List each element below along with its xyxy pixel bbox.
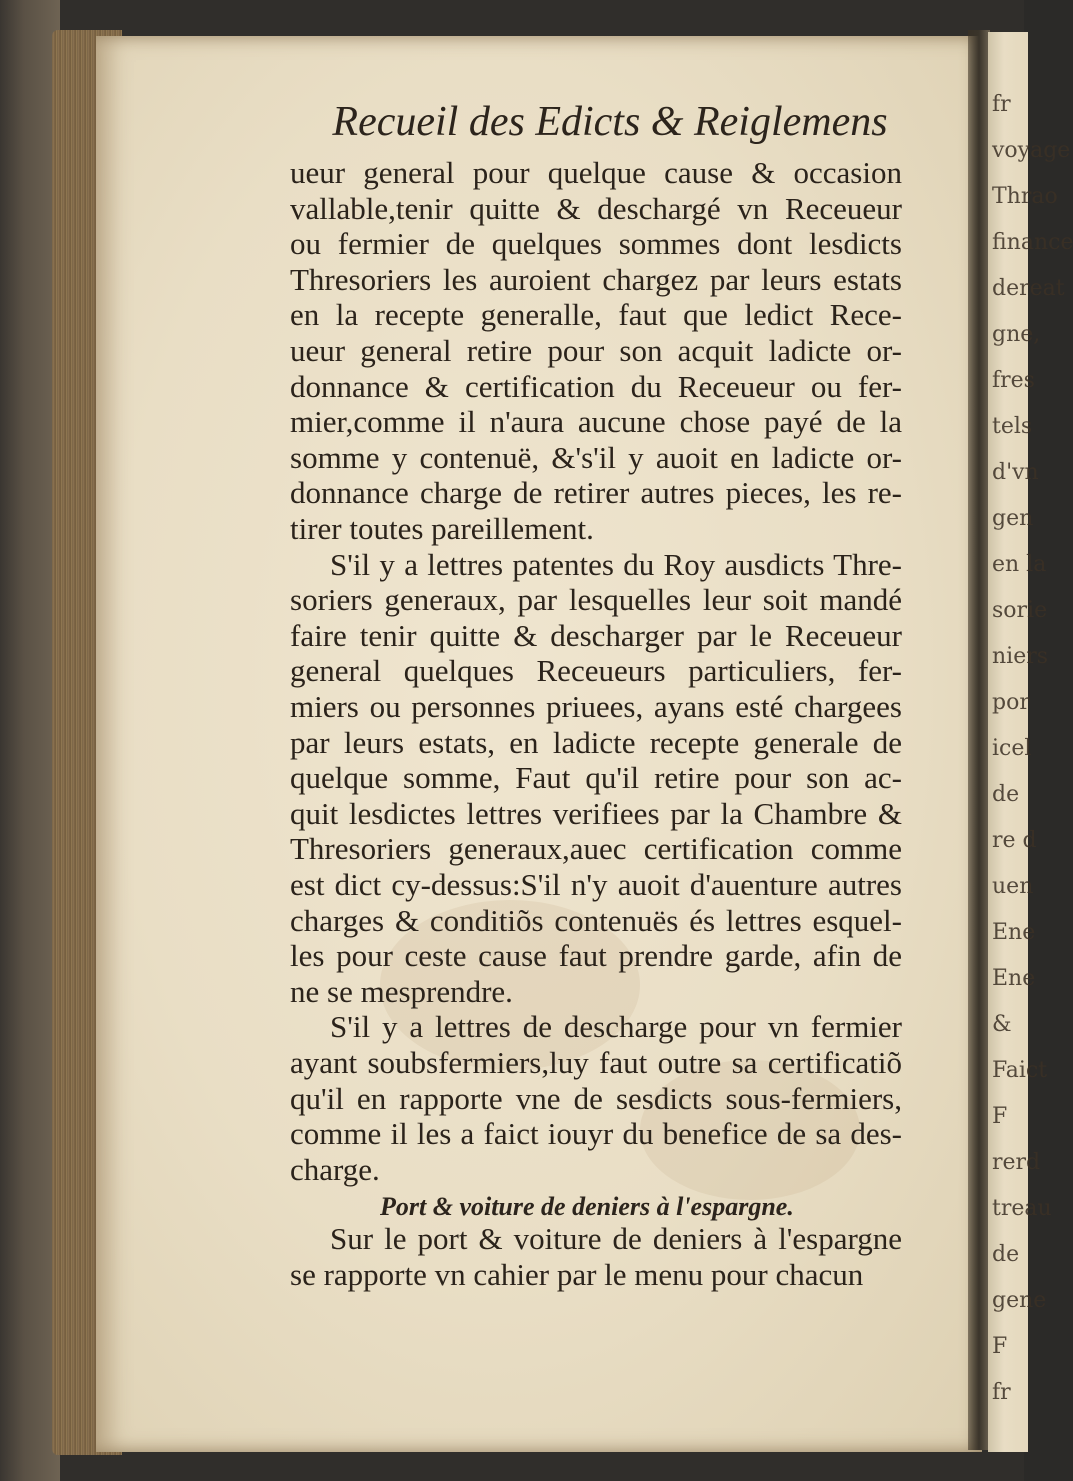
- facing-page-fragment: de: [992, 1242, 1020, 1267]
- facing-page-fragment: icel: [992, 736, 1032, 761]
- text-line: Thresoriers generaux,auec certification comme: [290, 831, 902, 867]
- section-heading: Port & voiture de deniers à l'espargne.: [380, 1192, 794, 1221]
- facing-page-fragment: voyage: [992, 138, 1071, 163]
- facing-page-fragment: &: [992, 1012, 1012, 1037]
- text-line: quelque somme, Faut qu'il retire pour son ac-: [290, 760, 902, 796]
- facing-page-fragment: niers: [992, 644, 1049, 669]
- text-line: charge.: [290, 1151, 380, 1187]
- text-line: donnance & certification du Receueur ou fer-: [290, 368, 902, 404]
- facing-page-fragment: Faict: [992, 1058, 1048, 1083]
- text-line: somme y contenuë, &'s'il y auoit en ladicte or-: [290, 439, 902, 475]
- facing-page-fragment: fr: [992, 1380, 1011, 1405]
- text-line: tirer toutes pareillement.: [290, 511, 594, 546]
- facing-page-fragment: Thrao: [992, 184, 1058, 209]
- facing-page-fragment: gen: [992, 506, 1034, 531]
- facing-page-fragment: dereat: [992, 276, 1065, 301]
- facing-page-fragment: por: [992, 690, 1030, 715]
- text-line: mier,comme il n'aura aucune chose payé de la: [290, 404, 902, 440]
- text-line: S'il y a lettres patentes du Roy ausdicts Thre-: [330, 546, 902, 582]
- text-line: vallable,tenir quitte & deschargé vn Receueur: [290, 190, 902, 226]
- text-line: ueur general pour quelque cause & occasion: [290, 155, 902, 190]
- text-line: general quelques Receueurs particuliers, fer-: [290, 653, 902, 689]
- text-line: quit lesdictes lettres verifiees par la Chambre &: [290, 795, 902, 831]
- facing-page-fragment: de: [992, 782, 1020, 807]
- facing-page-fragment: F: [992, 1104, 1008, 1129]
- text-line: Thresoriers les auroient chargez par leurs estats: [290, 261, 902, 297]
- facing-page-fragment: re d: [992, 828, 1037, 853]
- facing-page-fragment: gne,: [992, 322, 1041, 347]
- gutter-shadow: [968, 30, 990, 1450]
- facing-page-fragment: rerd: [992, 1150, 1041, 1175]
- facing-page-fragment: tels: [992, 414, 1033, 439]
- text-line: se rapporte vn cahier par le menu pour chacun: [290, 1256, 864, 1292]
- text-line: Sur le port & voiture de deniers à l'espargne: [330, 1221, 902, 1257]
- facing-page-fragment: Ene: [992, 920, 1036, 945]
- text-line: ayant soubsfermiers,luy faut outre sa certificatiõ: [290, 1045, 902, 1080]
- facing-page-fragment: treau: [992, 1196, 1052, 1221]
- text-line: en la recepte generalle, faut que ledict Rece-: [290, 297, 902, 333]
- facing-page-fragment: uen: [992, 874, 1034, 899]
- text-line: soriers generaux, par lesquelles leur soit mandé: [290, 582, 902, 618]
- facing-page: [988, 32, 1073, 1452]
- text-line: faire tenir quitte & descharger par le Receueur: [290, 617, 902, 653]
- text-line: est dict cy-dessus:S'il n'y auoit d'auenture autres: [290, 867, 902, 902]
- facing-page-fragment: sorie: [992, 598, 1048, 623]
- text-line: charges & conditiõs contenuës és lettres esquel-: [290, 902, 902, 938]
- book-board: [0, 0, 60, 1481]
- facing-page-fragment: en la: [992, 552, 1047, 577]
- facing-page-fragment: Ene: [992, 966, 1036, 991]
- facing-page-fragment: gene: [992, 1288, 1047, 1313]
- text-line: les pour ceste cause faut prendre garde, afin de: [290, 938, 902, 974]
- text-line: ou fermier de quelques sommes dont lesdicts: [290, 226, 902, 262]
- text-line: ne se mesprendre.: [290, 973, 513, 1009]
- facing-page-fragment: d'vn: [992, 460, 1039, 485]
- text-line: comme il les a faict iouyr du benefice de sa des-: [290, 1116, 902, 1152]
- facing-page-fragment: fr: [992, 92, 1011, 117]
- text-line: par leurs estats, en ladicte recepte generale de: [290, 724, 902, 760]
- text-line: ueur general retire pour son acquit ladicte or-: [290, 333, 902, 368]
- text-line: donnance charge de retirer autres pieces, les re-: [290, 475, 902, 511]
- running-header: Recueil des Edicts & Reiglemens: [332, 99, 888, 145]
- text-line: S'il y a lettres de descharge pour vn fermier: [330, 1009, 902, 1045]
- facing-page-fragment: finance: [992, 230, 1073, 255]
- text-line: qu'il en rapporte vne de sesdicts sous-fermiers,: [290, 1080, 902, 1116]
- facing-page-fragment: fres: [992, 368, 1035, 393]
- text-line: miers ou personnes priuees, ayans esté chargees: [290, 689, 902, 724]
- facing-page-fragment: F: [992, 1334, 1008, 1359]
